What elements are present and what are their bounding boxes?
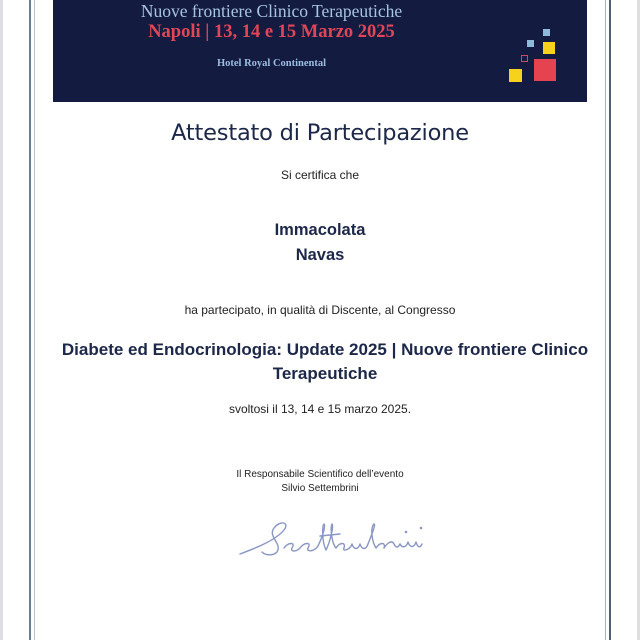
frame-border-left-outer bbox=[29, 0, 31, 640]
responsible-label: Il Responsabile Scientifico dell’evento bbox=[236, 469, 404, 480]
frame-border-left-inner bbox=[34, 0, 35, 640]
recipient-first-name: Immacolata bbox=[274, 221, 366, 239]
responsible-name: Silvio Settembrini bbox=[281, 483, 359, 494]
frame-border-right-inner bbox=[605, 0, 606, 640]
logo-square-outline bbox=[521, 55, 528, 62]
logo-square-red bbox=[534, 59, 556, 81]
banner-dates: Napoli | 13, 14 e 15 Marzo 2025 bbox=[148, 22, 395, 42]
certifies-text: Si certifica che bbox=[280, 168, 360, 182]
signature-image bbox=[236, 512, 426, 562]
congress-title: Diabete ed Endocrinologia: Update 2025 | Nuove frontiere Clinico Terapeutiche bbox=[61, 340, 589, 383]
logo-square-blue bbox=[527, 40, 534, 47]
certificate-title: Attestato di Partecipazione bbox=[171, 120, 469, 146]
recipient-last-name: Navas bbox=[295, 246, 345, 264]
page-edge-left bbox=[0, 0, 3, 640]
held-dates-text: svoltosi il 13, 14 e 15 marzo 2025. bbox=[228, 402, 412, 416]
participation-text: ha partecipato, in qualità di Discente, al Congresso bbox=[184, 303, 456, 317]
banner-subtitle: Nuove frontiere Clinico Terapeutiche bbox=[140, 1, 403, 21]
logo-square-yellow-bottom bbox=[509, 69, 522, 82]
logo-square-yellow-top bbox=[543, 42, 555, 54]
banner-venue: Hotel Royal Continental bbox=[216, 58, 327, 69]
event-banner bbox=[53, 0, 587, 102]
logo-square-blue-small bbox=[543, 29, 550, 36]
frame-border-right-outer bbox=[609, 0, 611, 640]
